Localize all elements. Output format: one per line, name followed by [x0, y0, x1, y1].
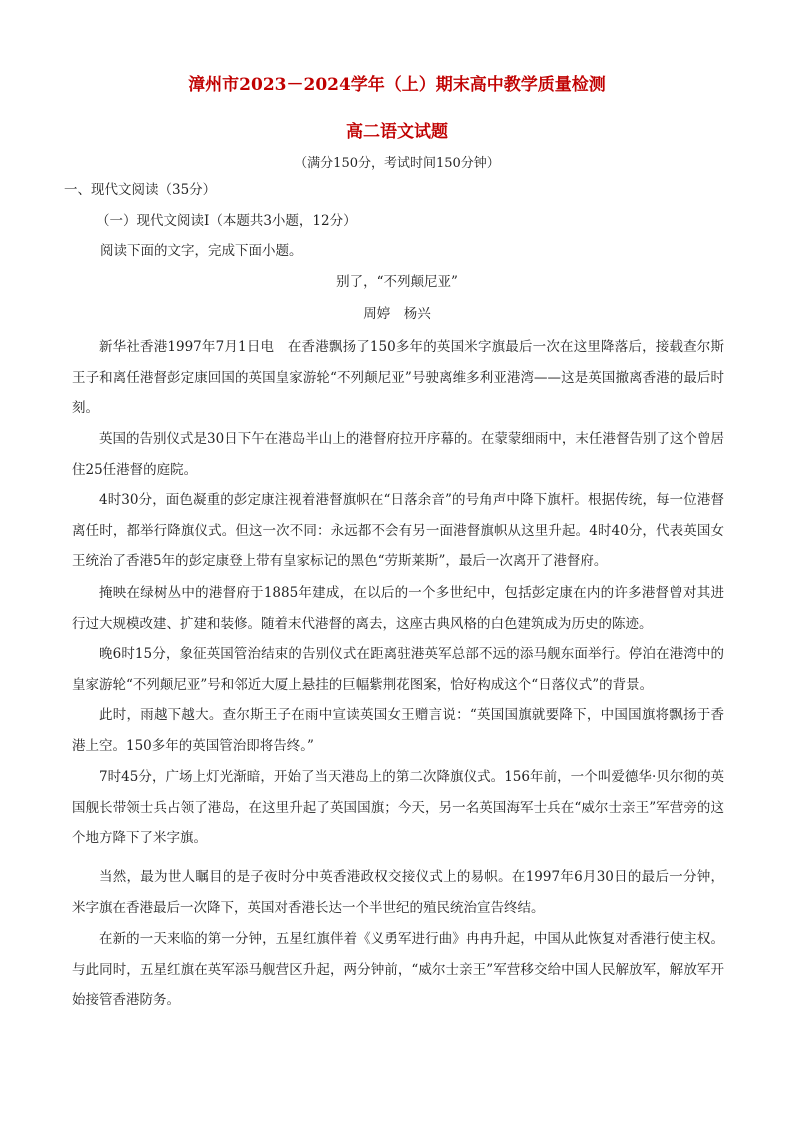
article-paragraph: 4时30分，面色凝重的彭定康注视着港督旗帜在“日落余音”的号角声中降下旗杆。根据传统，每一位港督离任时，都举行降旗仪式。但这一次不同：永远都不会有另一面港督旗帜从这里升起。4时40分，代表英国女王统治了香港5年的彭定康登上带有皇家标记的黑色“劳斯莱斯”，最后一次离开了港督府。 — [72, 492, 724, 569]
article-paragraph: 晚6时15分，象征英国管治结束的告别仪式在距离驻港英军总部不远的添马舰东面举行。停泊在港湾中的皇家游轮“不列颠尼亚”号和邻近大厦上悬挂的巨幅紫荆花图案，恰好构成这个“日落仪式”的背景。 — [72, 646, 724, 693]
article-title: 别了，“不列颠尼亚” — [336, 274, 458, 290]
section-sub-heading: （一）现代文阅读Ⅰ（本题共3小题，12分） — [96, 213, 357, 229]
article-authors: 周婷 杨兴 — [363, 306, 431, 322]
exam-meta: （满分150分，考试时间150分钟） — [294, 156, 500, 171]
article-paragraph: 此时，雨越下越大。查尔斯王子在雨中宣读英国女王赠言说：“英国国旗就要降下，中国国旗将飘扬于香港上空。150多年的英国管治即将告终。” — [72, 707, 724, 754]
article-paragraph: 在新的一天来临的第一分钟，五星红旗伴着《义勇军进行曲》冉冉升起，中国从此恢复对香港行使主权。与此同时，五星红旗在英军添马舰营区升起，两分钟前，“威尔士亲王”军营移交给中国人民解放军，解放军开始接管香港防务。 — [72, 931, 724, 1008]
article-paragraph: 当然，最为世人瞩目的是子夜时分中英香港政权交接仪式上的易帜。在1997年6月30日的最后一分钟，米字旗在香港最后一次降下，英国对香港长达一个半世纪的殖民统治宣告终结。 — [72, 869, 724, 916]
reading-instruction: 阅读下面的文字，完成下面小题。 — [100, 243, 303, 259]
article-paragraph: 掩映在绿树丛中的港督府于1885年建成，在以后的一个多世纪中，包括彭定康在内的许多港督曾对其进行过大规模改建、扩建和装修。随着末代港督的离去，这座古典风格的白色建筑成为历史的陈迹。 — [72, 585, 724, 632]
article-paragraph: 新华社香港1997年7月1日电 在香港飘扬了150多年的英国米字旗最后一次在这里降落后，接载查尔斯王子和离任港督彭定康回国的英国皇家游轮“不列颠尼亚”号驶离维多利亚港湾——这是英国撤离香港的最后时刻。 — [72, 339, 724, 416]
exam-title: 漳州市2023－2024学年（上）期末高中教学质量检测 — [188, 75, 606, 95]
article-paragraph: 英国的告别仪式是30日下午在港岛半山上的港督府拉开序幕的。在蒙蒙细雨中，末任港督告别了这个曾居住25任港督的庭院。 — [72, 431, 724, 478]
article-paragraph: 7时45分，广场上灯光渐暗，开始了当天港岛上的第二次降旗仪式。156年前，一个叫爱德华·贝尔彻的英国舰长带领士兵占领了港岛，在这里升起了英国国旗；今天，另一名英国海军士兵在“威尔士亲王”军营旁的这个地方降下了米字旗。 — [72, 769, 724, 846]
section-heading: 一、现代文阅读（35分） — [64, 182, 217, 198]
exam-subtitle: 高二语文试题 — [346, 122, 448, 142]
